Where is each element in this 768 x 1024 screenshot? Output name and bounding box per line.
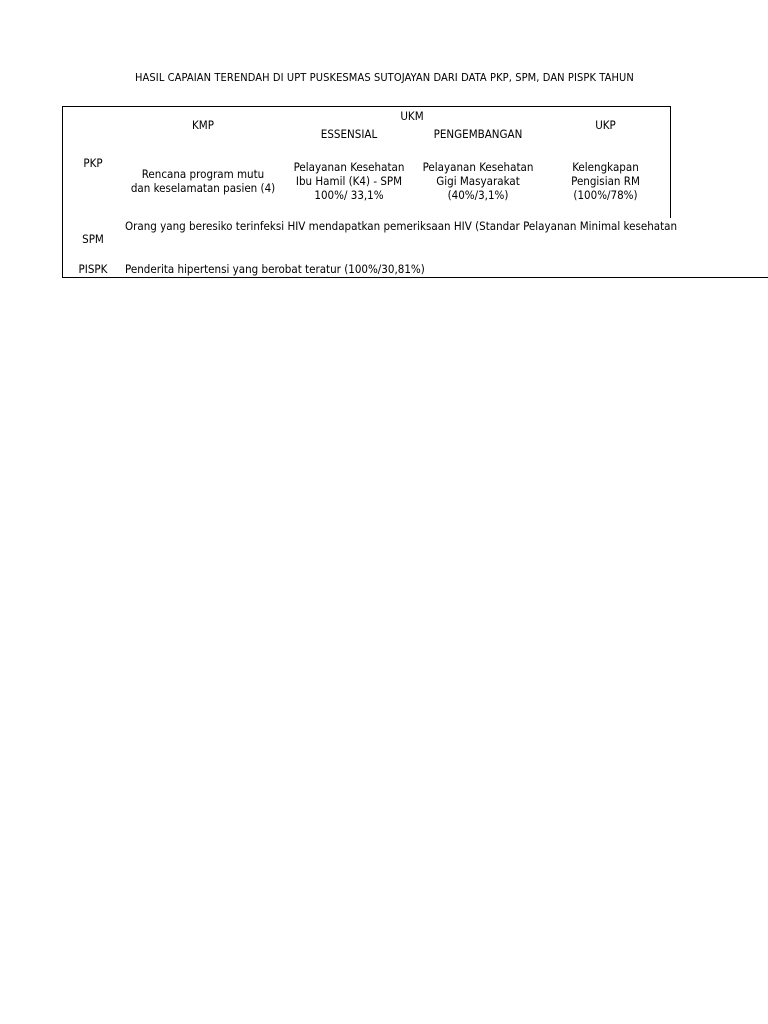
header-ukm: UKM	[283, 106, 542, 126]
cell-pkp-kmp: Rencana program mutu dan keselamatan pasien (4)	[123, 143, 284, 219]
row-label-pkp: PKP	[62, 106, 124, 219]
cell-pkp-ukp: Kelengkapan Pengisian RM (100%/78%)	[541, 143, 671, 219]
cell-pispk-value: Penderita hipertensi yang berobat teratur (100%/30,81%)	[123, 260, 768, 278]
cell-pkp-pengembangan: Pelayanan Kesehatan Gigi Masyarakat (40%/3,1%)	[415, 143, 542, 219]
cell-spm-value: Orang yang beresiko terinfeksi HIV mendapatkan pemeriksaan HIV (Standar Pelayanan Minimal kesehatan	[123, 218, 768, 261]
row-label-spm: SPM	[62, 218, 124, 261]
cell-pkp-essensial: Pelayanan Kesehatan Ibu Hamil (K4) - SPM 100%/ 33,1%	[283, 143, 416, 219]
subheader-pengembangan: PENGEMBANGAN	[415, 125, 542, 144]
header-kmp: KMP	[123, 106, 284, 144]
subheader-essensial: ESSENSIAL	[283, 125, 416, 144]
document-title: HASIL CAPAIAN TERENDAH DI UPT PUSKESMAS SUTOJAYAN DARI DATA PKP, SPM, DAN PISPK TAHUN	[135, 71, 634, 84]
results-table	[62, 106, 768, 278]
header-ukp: UKP	[541, 106, 671, 144]
row-label-pispk: PISPK	[62, 260, 124, 278]
